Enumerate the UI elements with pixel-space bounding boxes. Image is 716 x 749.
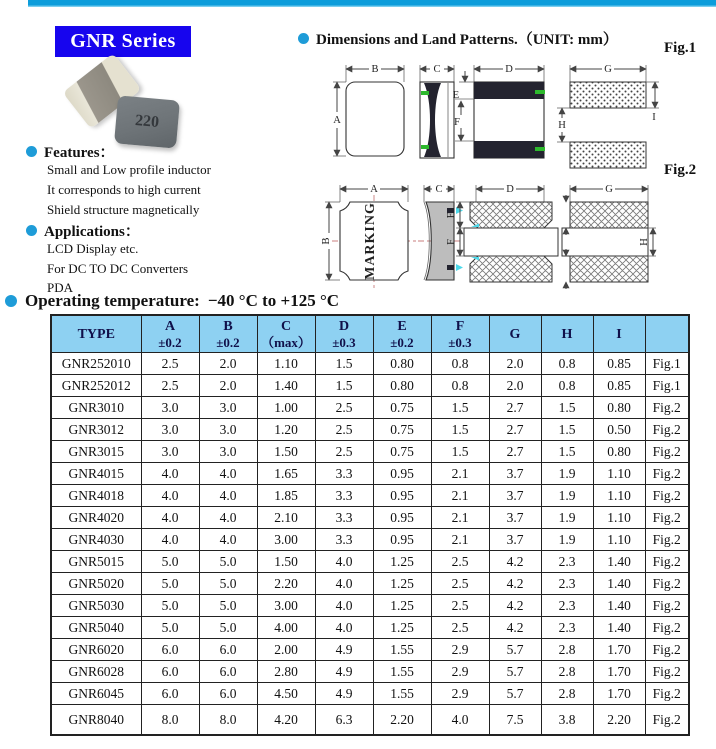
cell-value: 5.0 (141, 617, 199, 639)
cell-value: 1.40 (257, 375, 315, 397)
cell-type: GNR252010 (51, 353, 141, 375)
column-header-b: B ±0.2 (199, 315, 257, 353)
cell-type: GNR5020 (51, 573, 141, 595)
operating-temperature-value: −40 °C to +125 °C (207, 291, 340, 310)
cell-fig: Fig.2 (645, 683, 689, 705)
table-row (51, 705, 689, 736)
cell-value: 6.0 (141, 639, 199, 661)
cell-value: 1.55 (373, 683, 431, 705)
cell-type: GNR4020 (51, 507, 141, 529)
feature-item: Shield structure magnetically (47, 202, 200, 217)
cell-fig: Fig.2 (645, 705, 689, 736)
cell-value: 3.3 (315, 463, 373, 485)
cell-value: 2.5 (315, 441, 373, 463)
cell-value: 1.5 (431, 441, 489, 463)
cell-value: 2.3 (541, 551, 593, 573)
cell-value: 0.95 (373, 463, 431, 485)
cell-fig: Fig.2 (645, 573, 689, 595)
column-header-i: I (593, 315, 645, 353)
dim-label-a: A (370, 184, 378, 195)
cell-type: GNR5015 (51, 551, 141, 573)
cell-fig: Fig.2 (645, 617, 689, 639)
inductor-photo-top-view (114, 95, 180, 148)
cell-value: 1.20 (257, 419, 315, 441)
cell-value: 6.0 (141, 661, 199, 683)
cell-value: 3.0 (199, 397, 257, 419)
cell-value: 4.0 (141, 485, 199, 507)
cell-value: 3.00 (257, 595, 315, 617)
dim-label-g: G (604, 64, 612, 75)
features-heading: Features： (44, 145, 115, 161)
dim-label-c: C (435, 184, 443, 195)
cell-value: 4.0 (199, 507, 257, 529)
cell-value: 1.5 (541, 419, 593, 441)
cell-type: GNR3012 (51, 419, 141, 441)
cell-value: 0.95 (373, 507, 431, 529)
cell-value: 1.40 (593, 573, 645, 595)
table-row (51, 573, 689, 595)
cell-value: 6.0 (199, 661, 257, 683)
table-row (51, 551, 689, 573)
cell-value: 2.3 (541, 595, 593, 617)
cell-value: 5.0 (199, 595, 257, 617)
table-row (51, 375, 689, 397)
fig1-label: Fig.1 (664, 40, 697, 56)
cell-value: 0.75 (373, 441, 431, 463)
cell-value: 0.75 (373, 419, 431, 441)
cell-value: 1.10 (593, 507, 645, 529)
dim-label-f: F (446, 239, 457, 245)
cell-fig: Fig.2 (645, 661, 689, 683)
cell-fig: Fig.2 (645, 419, 689, 441)
cell-value: 3.3 (315, 529, 373, 551)
cell-value: 1.5 (315, 375, 373, 397)
cell-type: GNR6028 (51, 661, 141, 683)
bullet-icon (298, 33, 309, 44)
cell-fig: Fig.2 (645, 529, 689, 551)
cell-value: 4.00 (257, 617, 315, 639)
cell-value: 5.0 (141, 595, 199, 617)
cell-value: 3.7 (489, 485, 541, 507)
dim-label-g: G (605, 184, 613, 195)
cell-value: 6.0 (199, 639, 257, 661)
cell-value: 1.10 (593, 529, 645, 551)
cell-value: 3.0 (141, 397, 199, 419)
column-header-c: C （max） (257, 315, 315, 353)
cell-value: 2.9 (431, 661, 489, 683)
cell-value: 1.50 (257, 551, 315, 573)
cell-value: 1.9 (541, 463, 593, 485)
table-row (51, 661, 689, 683)
cell-value: 2.8 (541, 661, 593, 683)
series-title-banner (55, 26, 191, 57)
cell-value: 5.0 (141, 551, 199, 573)
cell-value: 2.9 (431, 639, 489, 661)
cell-value: 3.0 (141, 419, 199, 441)
cell-value: 2.0 (199, 375, 257, 397)
cell-value: 2.00 (257, 639, 315, 661)
fig2-label: Fig.2 (664, 162, 697, 178)
cell-value: 1.40 (593, 595, 645, 617)
dim-label-d: D (506, 184, 514, 195)
table-row (51, 617, 689, 639)
column-header-h: H (541, 315, 593, 353)
cell-value: 6.0 (141, 683, 199, 705)
table-row (51, 397, 689, 419)
cell-value: 4.0 (431, 705, 489, 736)
dim-label-h: H (639, 238, 650, 246)
cell-value: 1.40 (593, 617, 645, 639)
cell-value: 2.10 (257, 507, 315, 529)
cell-value: 0.50 (593, 419, 645, 441)
cell-value: 2.7 (489, 441, 541, 463)
cell-fig: Fig.2 (645, 595, 689, 617)
cell-type: GNR4018 (51, 485, 141, 507)
bullet-icon (26, 225, 37, 236)
dimensions-table (50, 314, 690, 736)
cell-value: 4.50 (257, 683, 315, 705)
dim-label-f: F (454, 117, 460, 128)
cell-value: 3.0 (141, 441, 199, 463)
application-item: PDA (47, 280, 74, 295)
cell-value: 3.0 (199, 441, 257, 463)
cell-value: 5.7 (489, 639, 541, 661)
cell-value: 1.5 (431, 419, 489, 441)
cell-value: 5.0 (199, 573, 257, 595)
table-row (51, 683, 689, 705)
cell-value: 1.9 (541, 507, 593, 529)
cell-type: GNR5030 (51, 595, 141, 617)
cell-value: 2.5 (315, 419, 373, 441)
chip-marking-label: 220 (134, 111, 160, 132)
cell-value: 3.3 (315, 485, 373, 507)
cell-type: GNR6045 (51, 683, 141, 705)
cell-value: 4.0 (199, 485, 257, 507)
cell-value: 1.10 (593, 463, 645, 485)
dim-label-c: C (433, 64, 441, 75)
cell-value: 1.70 (593, 639, 645, 661)
cell-value: 2.5 (431, 573, 489, 595)
cell-value: 1.10 (593, 485, 645, 507)
cell-value: 3.0 (199, 419, 257, 441)
cell-value: 2.8 (541, 683, 593, 705)
cell-value: 2.20 (593, 705, 645, 736)
cell-value: 4.0 (315, 551, 373, 573)
applications-heading: Applications： (44, 224, 140, 240)
cell-value: 2.0 (489, 375, 541, 397)
cell-value: 1.40 (593, 551, 645, 573)
cell-value: 1.55 (373, 639, 431, 661)
cell-value: 4.2 (489, 573, 541, 595)
cell-value: 4.2 (489, 551, 541, 573)
cell-value: 2.5 (431, 595, 489, 617)
cell-value: 1.70 (593, 683, 645, 705)
cell-fig: Fig.1 (645, 353, 689, 375)
cell-value: 2.0 (199, 353, 257, 375)
cell-value: 2.8 (541, 639, 593, 661)
cell-value: 3.7 (489, 529, 541, 551)
cell-value: 4.9 (315, 661, 373, 683)
cell-value: 1.85 (257, 485, 315, 507)
cell-type: GNR3015 (51, 441, 141, 463)
cell-value: 1.25 (373, 595, 431, 617)
cell-value: 6.0 (199, 683, 257, 705)
cell-value: 0.8 (431, 375, 489, 397)
table-row (51, 485, 689, 507)
cell-value: 4.20 (257, 705, 315, 736)
dimensions-table-wrap (50, 314, 690, 736)
cell-fig: Fig.1 (645, 375, 689, 397)
dim-label-b: B (371, 64, 379, 75)
cell-value: 8.0 (141, 705, 199, 736)
fig2-drawing (318, 176, 658, 302)
cell-value: 2.5 (431, 551, 489, 573)
cell-value: 1.55 (373, 661, 431, 683)
cell-value: 2.1 (431, 485, 489, 507)
application-item: LCD Display etc. (47, 241, 139, 256)
cell-type: GNR3010 (51, 397, 141, 419)
cell-value: 0.80 (593, 441, 645, 463)
cell-value: 0.85 (593, 353, 645, 375)
operating-temperature-row (5, 291, 339, 311)
column-header-fig (645, 315, 689, 353)
dim-label-a: A (333, 115, 341, 126)
cell-value: 1.5 (431, 397, 489, 419)
cell-value: 4.0 (315, 573, 373, 595)
table-body (51, 353, 689, 736)
dim-label-b: B (321, 237, 332, 245)
feature-item: It corresponds to high current (47, 182, 201, 197)
cell-value: 4.0 (199, 529, 257, 551)
column-header-a: A ±0.2 (141, 315, 199, 353)
cell-value: 1.5 (541, 441, 593, 463)
applications-heading-row (26, 220, 140, 241)
cell-value: 2.20 (373, 705, 431, 736)
cell-type: GNR252012 (51, 375, 141, 397)
cell-value: 7.5 (489, 705, 541, 736)
cell-value: 1.9 (541, 485, 593, 507)
cell-fig: Fig.2 (645, 551, 689, 573)
cell-value: 0.80 (373, 375, 431, 397)
table-row (51, 507, 689, 529)
cell-value: 4.0 (141, 507, 199, 529)
cell-value: 2.5 (315, 397, 373, 419)
cell-type: GNR8040 (51, 705, 141, 736)
cell-value: 0.80 (373, 353, 431, 375)
cell-fig: Fig.2 (645, 507, 689, 529)
cell-value: 2.3 (541, 617, 593, 639)
column-header-g: G (489, 315, 541, 353)
cell-value: 5.0 (199, 551, 257, 573)
marking-text: MARKING (363, 202, 378, 280)
cell-value: 4.0 (141, 463, 199, 485)
table-header-row (51, 315, 689, 353)
cell-value: 1.50 (257, 441, 315, 463)
operating-temperature-label: Operating temperature: (25, 291, 200, 310)
cell-value: 6.3 (315, 705, 373, 736)
cell-value: 2.7 (489, 419, 541, 441)
column-header-e: E ±0.2 (373, 315, 431, 353)
cell-value: 4.0 (141, 529, 199, 551)
cell-value: 0.8 (541, 375, 593, 397)
dim-label-e: E (452, 90, 460, 101)
dim-label-d: D (505, 64, 513, 75)
cell-value: 0.8 (431, 353, 489, 375)
dim-label-i: I (652, 112, 656, 123)
table-row (51, 529, 689, 551)
features-heading-row (26, 141, 115, 162)
cell-value: 4.2 (489, 617, 541, 639)
cell-value: 0.95 (373, 485, 431, 507)
cell-value: 1.70 (593, 661, 645, 683)
cell-value: 1.00 (257, 397, 315, 419)
cell-value: 5.7 (489, 661, 541, 683)
cell-value: 2.5 (431, 617, 489, 639)
table-row (51, 639, 689, 661)
column-header-d: D ±0.3 (315, 315, 373, 353)
column-header-f: F ±0.3 (431, 315, 489, 353)
cell-value: 1.10 (257, 353, 315, 375)
cell-value: 5.0 (141, 573, 199, 595)
cell-value: 2.7 (489, 397, 541, 419)
dimensions-heading-row (298, 28, 618, 49)
cell-value: 0.75 (373, 397, 431, 419)
bullet-icon (5, 295, 17, 307)
table-row (51, 463, 689, 485)
cell-value: 3.7 (489, 507, 541, 529)
cell-value: 4.0 (199, 463, 257, 485)
cell-value: 1.9 (541, 529, 593, 551)
fig1-drawing (324, 54, 660, 178)
table-row (51, 353, 689, 375)
cell-value: 3.00 (257, 529, 315, 551)
cell-value: 5.7 (489, 683, 541, 705)
cell-value: 4.2 (489, 595, 541, 617)
cell-value: 2.3 (541, 573, 593, 595)
column-header-type: TYPE (51, 315, 141, 353)
table-row (51, 595, 689, 617)
cell-value: 2.80 (257, 661, 315, 683)
cell-value: 2.0 (489, 353, 541, 375)
cell-value: 4.0 (315, 617, 373, 639)
cell-value: 2.1 (431, 507, 489, 529)
cell-value: 4.9 (315, 683, 373, 705)
dim-label-h: H (558, 120, 566, 131)
cell-value: 3.3 (315, 507, 373, 529)
dim-label-e: E (446, 211, 457, 219)
cell-value: 0.8 (541, 353, 593, 375)
cell-value: 8.0 (199, 705, 257, 736)
cell-fig: Fig.2 (645, 485, 689, 507)
cell-value: 5.0 (199, 617, 257, 639)
cell-type: GNR4030 (51, 529, 141, 551)
cell-value: 0.80 (593, 397, 645, 419)
cell-value: 0.85 (593, 375, 645, 397)
cell-value: 4.0 (315, 595, 373, 617)
cell-value: 3.8 (541, 705, 593, 736)
cell-value: 2.20 (257, 573, 315, 595)
feature-item: Small and Low profile inductor (47, 162, 211, 177)
cell-value: 1.25 (373, 573, 431, 595)
bullet-icon (26, 146, 37, 157)
cell-value: 2.5 (141, 375, 199, 397)
cell-value: 2.5 (141, 353, 199, 375)
cell-value: 2.9 (431, 683, 489, 705)
cell-value: 1.25 (373, 551, 431, 573)
cell-value: 1.25 (373, 617, 431, 639)
series-title: GNR Series (70, 30, 176, 52)
cell-value: 2.1 (431, 463, 489, 485)
cell-fig: Fig.2 (645, 441, 689, 463)
application-item: For DC TO DC Converters (47, 261, 189, 276)
dimensions-heading: Dimensions and Land Patterns.（UNIT: mm） (316, 32, 618, 48)
cell-type: GNR4015 (51, 463, 141, 485)
cell-value: 1.5 (541, 397, 593, 419)
cell-value: 4.9 (315, 639, 373, 661)
cell-value: 0.95 (373, 529, 431, 551)
cell-fig: Fig.2 (645, 397, 689, 419)
product-photo (64, 60, 188, 148)
cell-value: 1.5 (315, 353, 373, 375)
table-row (51, 419, 689, 441)
cell-fig: Fig.2 (645, 639, 689, 661)
cell-type: GNR6020 (51, 639, 141, 661)
cell-value: 1.65 (257, 463, 315, 485)
table-row (51, 441, 689, 463)
cell-fig: Fig.2 (645, 463, 689, 485)
top-accent-bar (28, 0, 716, 7)
cell-type: GNR5040 (51, 617, 141, 639)
cell-value: 3.7 (489, 463, 541, 485)
cell-value: 2.1 (431, 529, 489, 551)
